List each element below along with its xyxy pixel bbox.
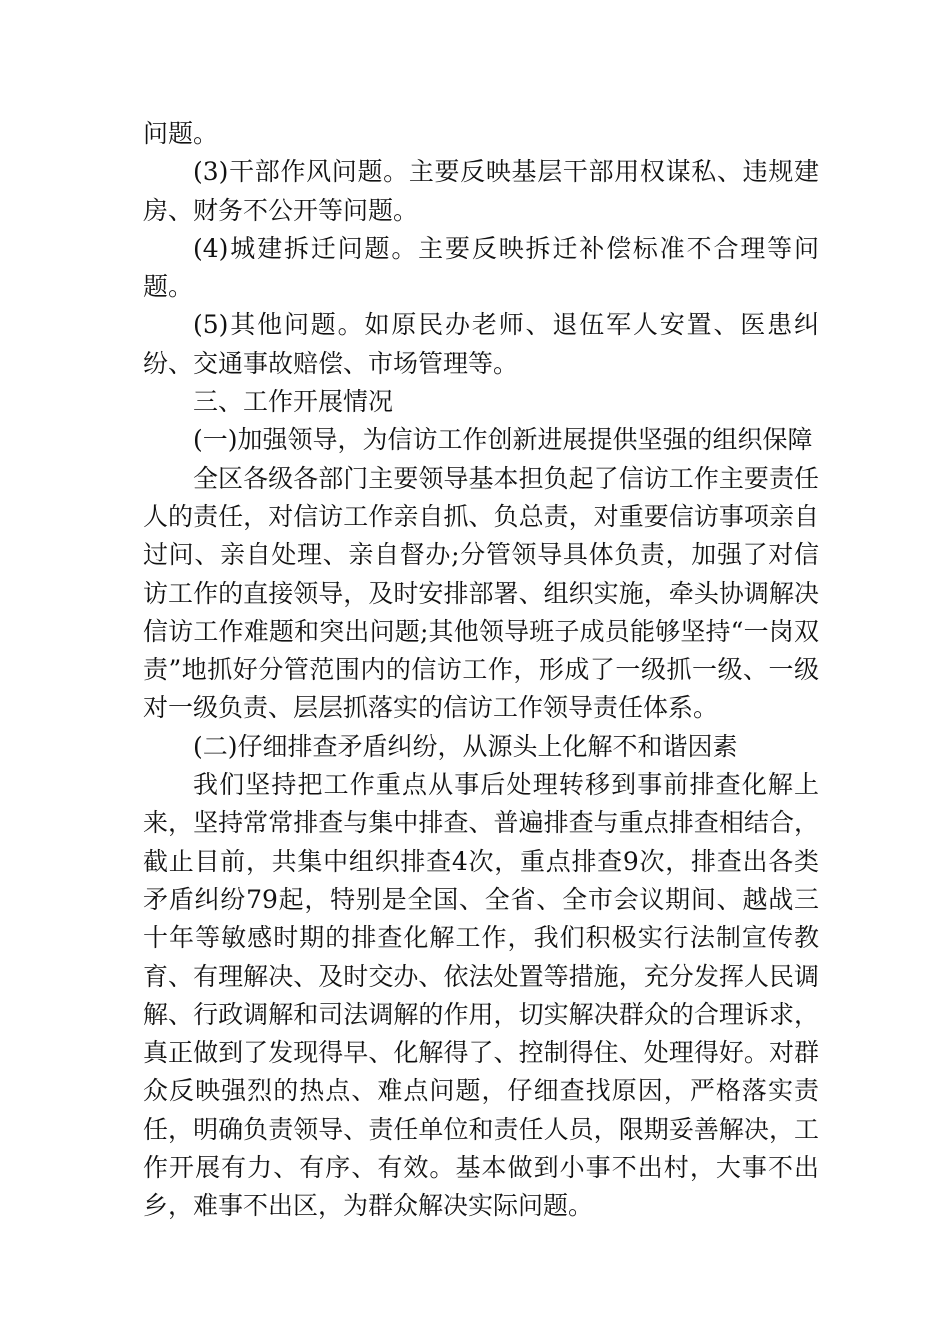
paragraph-body-1: 全区各级各部门主要领导基本担负起了信访工作主要责任人的责任，对信访工作亲自抓、负总责，对重要信访事项亲自过问、亲自处理、亲自督办;分管领导具体负责，加强了对信访工作的直接领导，及时安排部署、组织实施，牵头协调解决信访工作难题和突出问题;其他领导班子成员能够坚持“一岗双责”地抓好分管范围内的信访工作，形成了一级抓一级、一级对一级负责、层层抓落实的信访工作领导责任体系。 (143, 463, 819, 723)
subsection-heading-1: (一)加强领导，为信访工作创新进展提供坚强的组织保障 (193, 425, 813, 455)
paragraph-continuation: 问题。 (143, 119, 219, 148)
paragraph-item-3: (3)干部作风问题。主要反映基层干部用权谋私、违规建房、财务不公开等问题。 (143, 157, 819, 225)
paragraph-item-4: (4)城建拆迁问题。主要反映拆迁补偿标准不合理等问题。 (143, 233, 819, 302)
subsection-heading-2: (二)仔细排查矛盾纠纷，从源头上化解不和谐因素 (193, 731, 738, 761)
section-heading: 三、工作开展情况 (193, 387, 394, 417)
paragraph-item-5: (5)其他问题。如原民办老师、退伍军人安置、医患纠纷、交通事故赔偿、市场管理等。 (143, 310, 819, 378)
document-body (143, 115, 819, 1226)
paragraph-body-2: 我们坚持把工作重点从事后处理转移到事前排查化解上来，坚持常常排查与集中排查、普遍排查与重点排查相结合，截止目前，共集中组织排查4次，重点排查9次，排查出各类矛盾纠纷79起，特别是全国、全省、全市会议期间、越战三十年等敏感时期的排查化解工作，我们积极实行法制宣传教育、有理解决、及时交办、依法处置等措施，充分发挥人民调解、行政调解和司法调解的作用，切实解决群众的合理诉求，真正做到了发现得早、化解得了、控制得住、处理得好。对群众反映强烈的热点、难点问题，仔细查找原因，严格落实责任，明确负责领导、责任单位和责任人员，限期妥善解决，工作开展有力、有序、有效。基本做到小事不出村，大事不出乡，难事不出区，为群众解决实际问题。 (143, 770, 819, 1221)
